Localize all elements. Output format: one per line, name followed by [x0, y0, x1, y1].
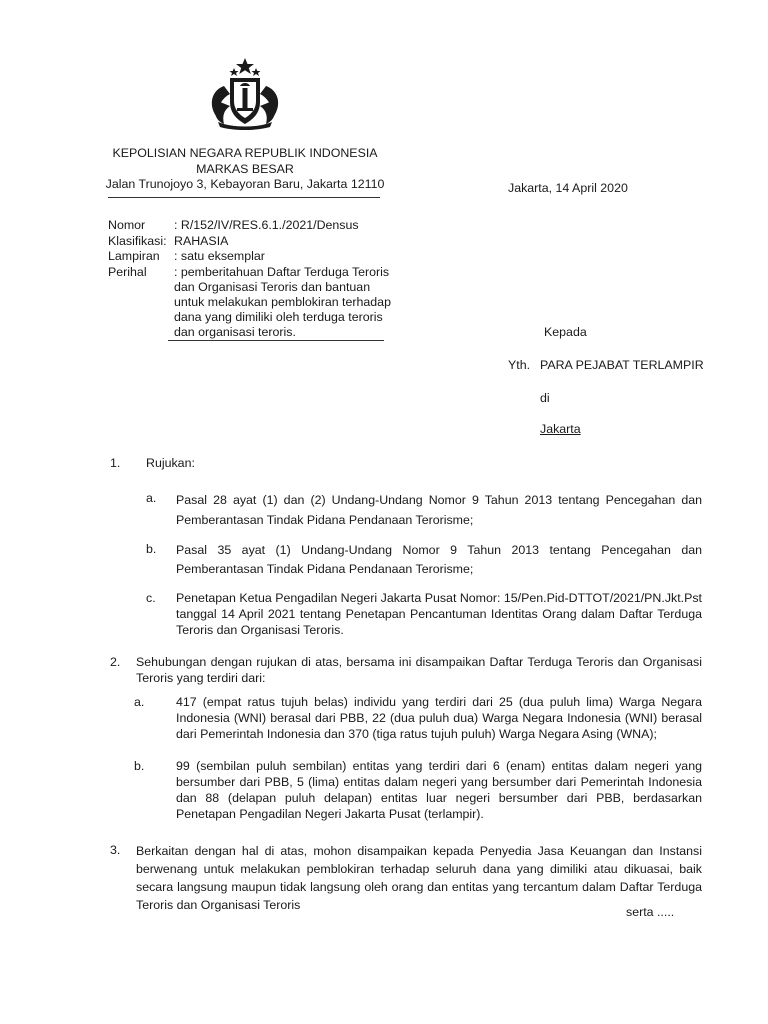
meta-klasifikasi-value: RAHASIA — [174, 233, 229, 248]
meta-perihal-label: Perihal — [108, 264, 147, 279]
letterhead — [100, 146, 390, 193]
recipient-kepada: Kepada — [544, 325, 587, 339]
police-emblem-icon — [204, 56, 286, 130]
section-2-text: Sehubungan dengan rujukan di atas, bersama ini disampaikan Daftar Terduga Teroris dan Organisasi Teroris yang terdiri dari: — [136, 655, 702, 685]
section-1a-number: a. — [146, 491, 157, 505]
section-2a-text: 417 (empat ratus tujuh belas) individu yang terdiri dari 25 (dua puluh lima) Warga Negara Indonesia (WNI) berasal dari PBB, 22 (dua puluh dua) Warga Negara Indonesia (WNI) berasal dari Pemerintah Indonesia dan 370 (tiga ratus tujuh puluh) Warga Negara Asing (WNA); — [176, 695, 702, 741]
section-1b-text: Pasal 35 ayat (1) Undang-Undang Nomor 9 Tahun 2013 tentang Pencegahan dan Pemberantasan Tindak Pidana Pendanaan Terorisme; — [176, 543, 702, 576]
meta-klasifikasi-label: Klasifikasi: — [108, 233, 167, 248]
section-1b-number: b. — [146, 542, 157, 556]
org-address: Jalan Trunojoyo 3, Kebayoran Baru, Jakarta 12110 — [105, 177, 385, 191]
meta-lampiran — [108, 249, 408, 265]
meta-lampiran-value: : satu eksemplar — [174, 249, 265, 263]
meta-klasifikasi — [108, 234, 408, 250]
section-2a-number: a. — [134, 695, 145, 709]
org-name: KEPOLISIAN NEGARA REPUBLIK INDONESIA — [112, 146, 378, 160]
section-2b-number: b. — [134, 759, 145, 773]
meta-perihal-value: : pemberitahuan Daftar Terduga Teroris dan Organisasi Teroris dan bantuan untuk melakukan pemblokiran terhadap dana yang dimiliki oleh terduga teroris dan organisasi teroris. — [174, 264, 391, 339]
perihal-divider — [168, 340, 384, 341]
recipient-di: di — [540, 391, 550, 405]
recipient-yth: Yth. — [508, 358, 531, 372]
continued-marker: serta ..... — [626, 905, 675, 919]
letter-meta — [108, 218, 408, 340]
section-1c-text: Penetapan Ketua Pengadilan Negeri Jakarta Pusat Nomor: 15/Pen.Pid-DTTOT/2021/PN.Jkt.Pst tanggal 14 April 2021 tentang Penetapan Pencantuman Identitas Orang dalam Daftar Terduga Teroris dan Organisasi Teroris. — [176, 591, 702, 637]
org-subunit: MARKAS BESAR — [196, 161, 294, 176]
section-1a-text: Pasal 28 ayat (1) dan (2) Undang-Undang Nomor 9 Tahun 2013 tentang Pencegahan dan Pemberantasan Tindak Pidana Pendanaan Terorisme; — [176, 493, 702, 527]
section-3-text: Berkaitan dengan hal di atas, mohon disampaikan kepada Penyedia Jasa Keuangan dan Instansi berwenang untuk melakukan pemblokiran terhadap seluruh dana yang dimiliki atau dikuasai, baik secara langsung maupun tidak langsung oleh orang dan entitas yang tercantum dalam Daftar Terduga Teroris dan Organisasi Teroris — [136, 844, 702, 912]
meta-nomor-value: : R/152/IV/RES.6.1./2021/Densus — [174, 218, 359, 232]
section-1-number: 1. — [110, 456, 121, 470]
meta-perihal — [108, 265, 408, 340]
recipient-city: Jakarta — [540, 422, 581, 436]
meta-nomor-label: Nomor — [108, 218, 146, 232]
letterhead-divider — [108, 197, 380, 198]
meta-lampiran-label: Lampiran — [108, 249, 160, 263]
section-1c-number: c. — [146, 591, 156, 605]
section-1-title: Rujukan: — [146, 456, 195, 470]
section-2b-text: 99 (sembilan puluh sembilan) entitas yang terdiri dari 6 (enam) entitas dalam negeri yang bersumber dari PBB, 5 (lima) entitas dalam negeri yang bersumber dari Pemerintah Indonesia dan 88 (delapan puluh delapan) entitas luar negeri bersumber dari PBB, berdasarkan Penetapan Pengadilan Negeri Jakarta Pusat (terlampir). — [176, 759, 702, 821]
meta-nomor — [108, 218, 408, 234]
letter-date: Jakarta, 14 April 2020 — [508, 181, 628, 195]
section-2-number: 2. — [110, 655, 121, 669]
section-3-number: 3. — [110, 843, 121, 857]
recipient-name: PARA PEJABAT TERLAMPIR — [540, 358, 704, 372]
